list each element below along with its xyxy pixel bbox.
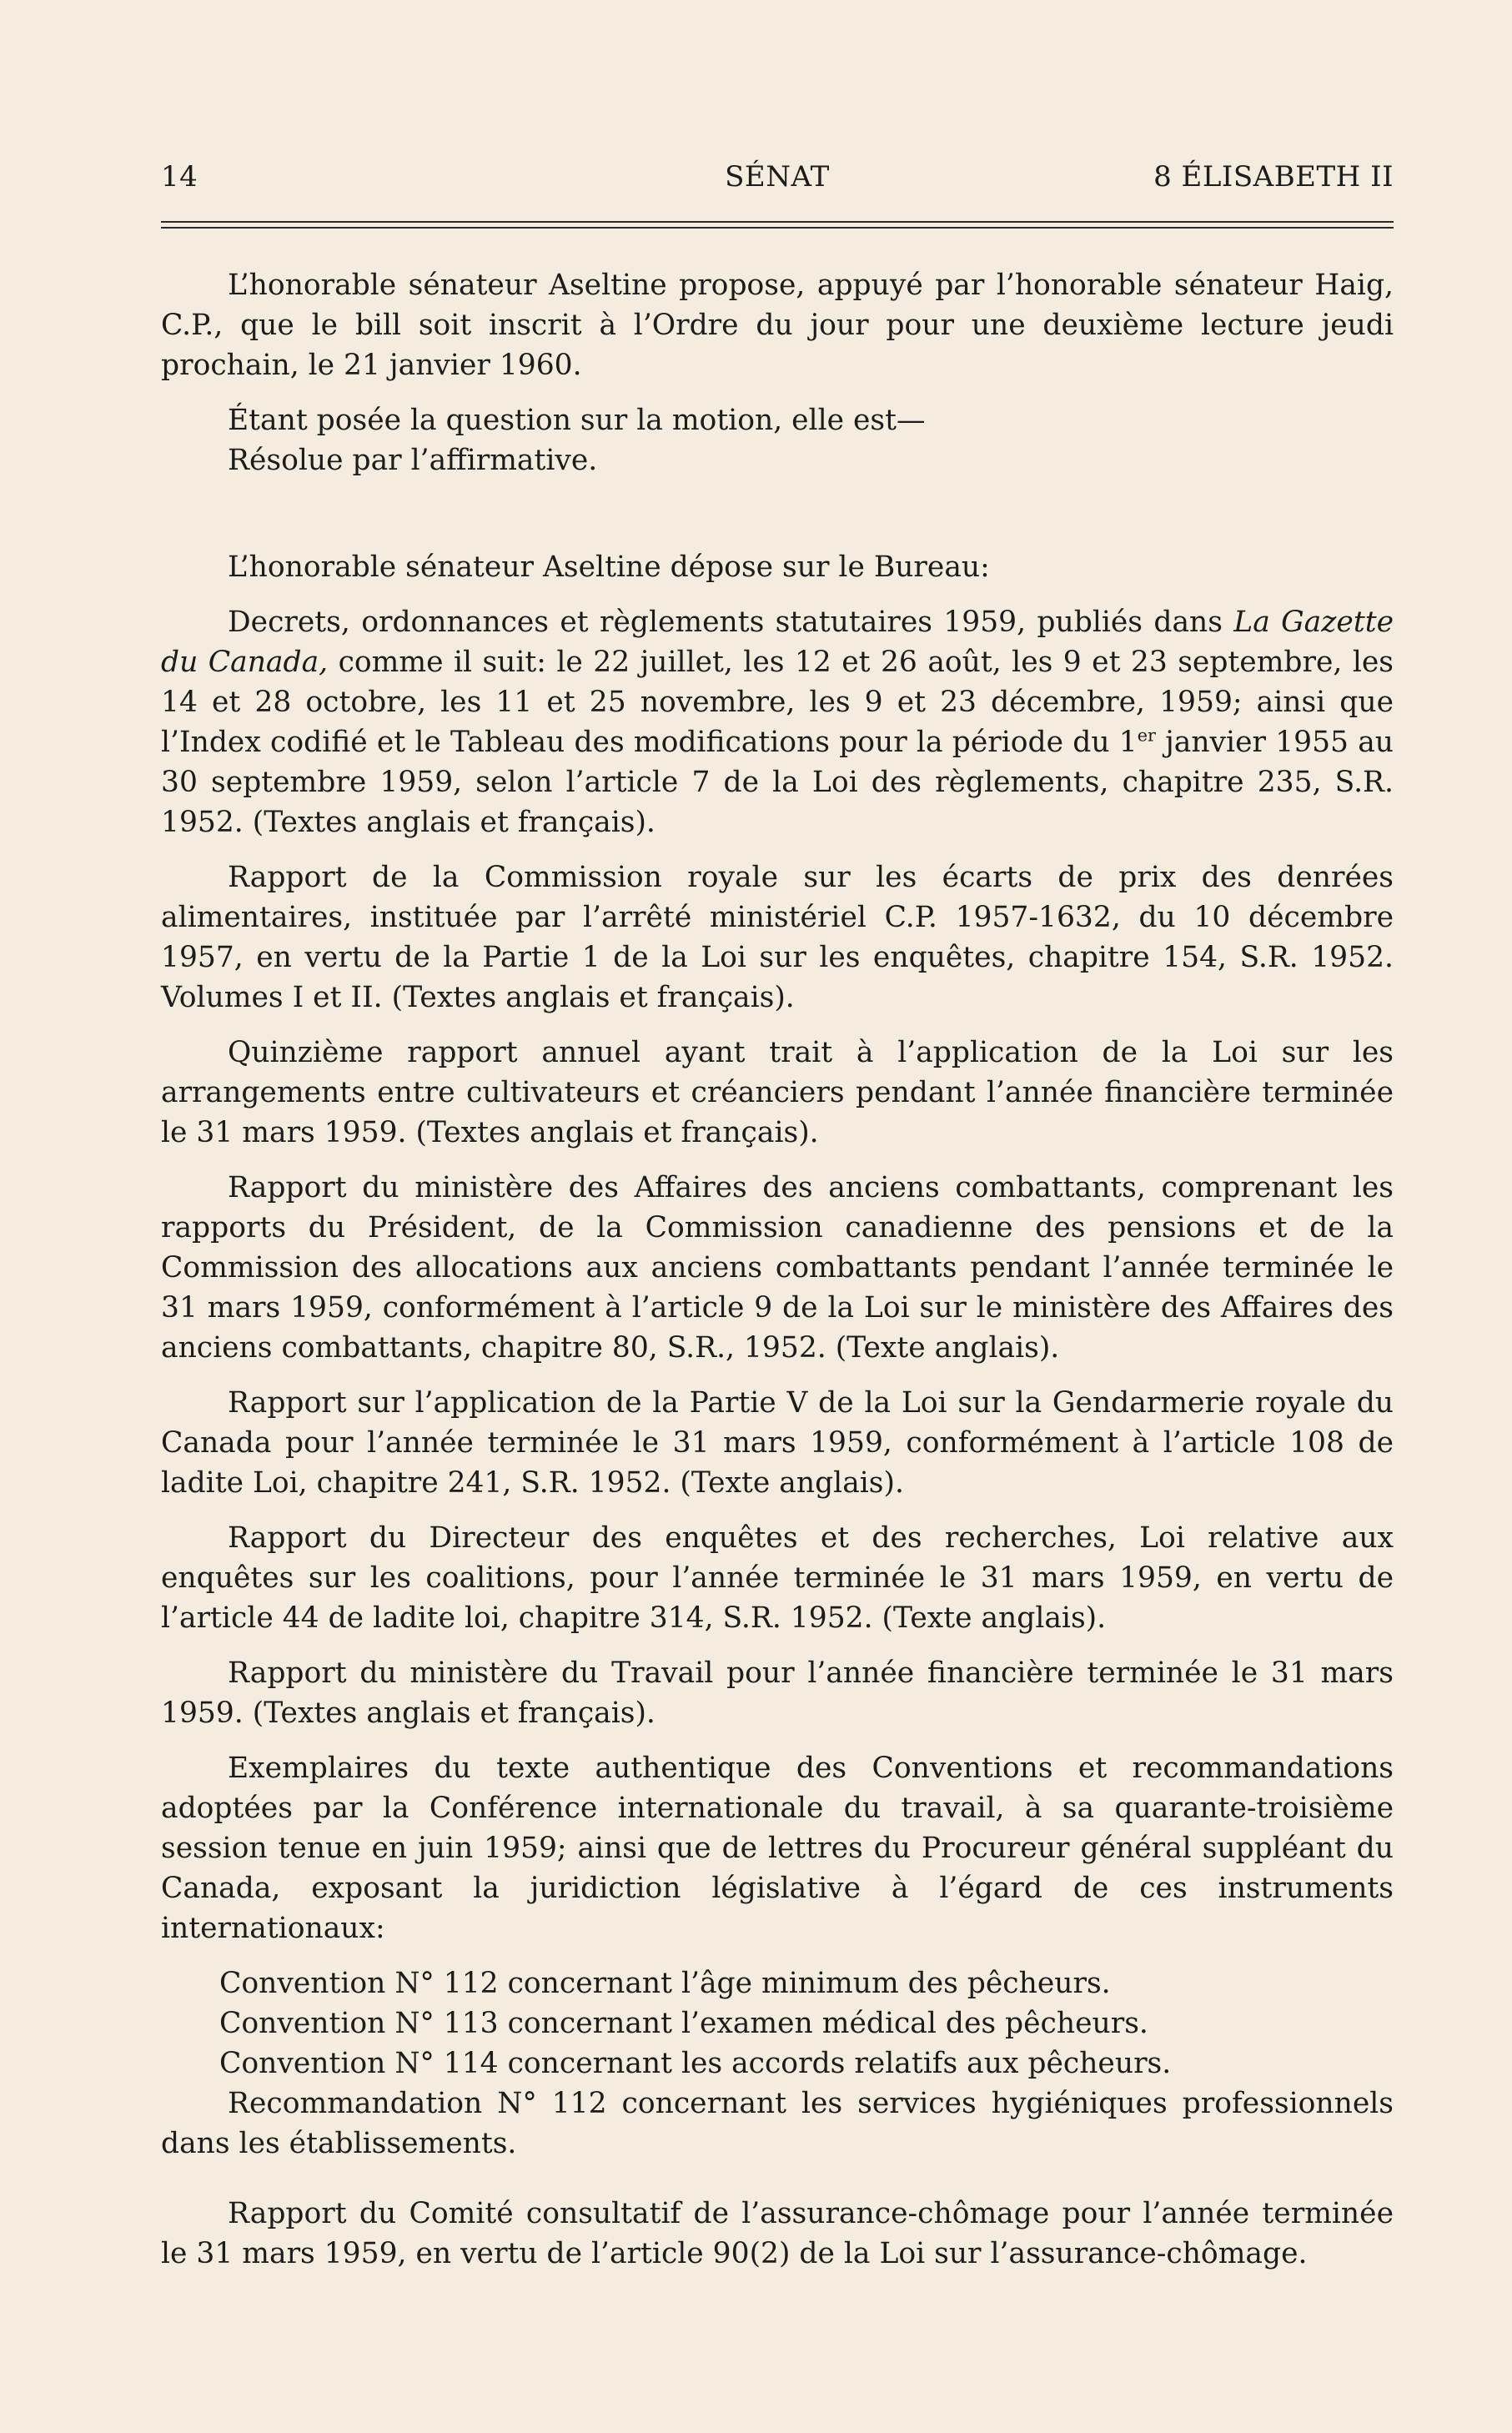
- paragraph-tabling-intro: L’honorable sénateur Aseltine dépose sur le Bureau:: [228, 550, 990, 584]
- decrets-text-b: comme il suit: le 22 juillet, les 12 et 26 août, les 9 et 23 septembre, les 14 et 28 octobre, les 11 et 25 novembre, les 9 et 23 décembre, 1959; ainsi que l’Index codifié et le Tableau des modifications pour la période du 1: [161, 646, 1394, 759]
- header-rule-bottom: [161, 227, 1394, 229]
- paragraph-decrets: [161, 602, 1394, 842]
- paragraph-directeur-enquetes: Rapport du Directeur des enquêtes et des recherches, Loi relative aux enquêtes sur les coalitions, pour l’année terminée le 31 mars 1959, en vertu de l’article 44 de ladite loi, chapitre 314, S.R. 1952. (Texte anglais).: [161, 1521, 1394, 1635]
- page-header: [161, 160, 1394, 202]
- paragraph-quinzieme-rapport: Quinzième rapport annuel ayant trait à l’application de la Loi sur les arrangements entre cultivateurs et créanciers pendant l’année financière terminée le 31 mars 1959. (Textes anglais et français).: [161, 1036, 1394, 1149]
- paragraph-question: Étant posée la question sur la motion, elle est—: [228, 404, 926, 437]
- paragraph-anciens-combattants: Rapport du ministère des Affaires des anciens combattants, comprenant les rapports du Président, de la Commission canadienne des pensions et de la Commission des allocations aux anciens combattants pendant l’année terminée le 31 mars 1959, conformément à l’article 9 de la Loi sur le ministère des Affaires des anciens combattants, chapitre 80, S.R., 1952. (Texte anglais).: [161, 1171, 1394, 1365]
- paragraph-gendarmerie: Rapport sur l’application de la Partie V de la Loi sur la Gendarmerie royale du Canada pour l’année terminée le 31 mars 1959, conformément à l’article 108 de ladite Loi, chapitre 241, S.R. 1952. (Texte anglais).: [161, 1386, 1394, 1500]
- conventions-list: [161, 1963, 1394, 2164]
- page-body: [161, 265, 1394, 2274]
- ordinal-sup: er: [1137, 725, 1156, 746]
- header-rule-top: [161, 221, 1394, 223]
- gazette-title: La Gazette du Canada,: [161, 606, 1394, 679]
- decrets-text-c: janvier 1955 au 30 septembre 1959, selon l’article 7 de la Loi des règlements, chapitre 235, S.R. 1952. (Textes anglais et français).: [161, 726, 1394, 839]
- paragraph-resolved: Résolue par l’affirmative.: [228, 444, 598, 477]
- list-item-recommandation-112: Recommandation N° 112 concernant les services hygiéniques professionnels dans les établissements.: [161, 2087, 1394, 2160]
- paragraph-assurance-chomage: Rapport du Comité consultatif de l’assurance-chômage pour l’année terminée le 31 mars 1959, en vertu de l’article 90(2) de la Loi sur l’assurance-chômage.: [161, 2197, 1394, 2270]
- paragraph-ministere-travail: Rapport du ministère du Travail pour l’année financière terminée le 31 mars 1959. (Textes anglais et français).: [161, 1656, 1394, 1730]
- paragraph-motion: L’honorable sénateur Aseltine propose, appuyé par l’honorable sénateur Haig, C.P., que le bill soit inscrit à l’Ordre du jour pour une deuxième lecture jeudi prochain, le 21 janvier 1960.: [161, 269, 1394, 382]
- list-item-convention-113: Convention N° 113 concernant l’examen médical des pêcheurs.: [219, 2007, 1148, 2040]
- reign-year: 8 ÉLISABETH II: [1153, 160, 1394, 194]
- page-number: 14: [161, 160, 198, 194]
- paragraph-commission-royale: Rapport de la Commission royale sur les écarts de prix des denrées alimentaires, instituée par l’arrêté ministériel C.P. 1957-1632, du 10 décembre 1957, en vertu de la Partie 1 de la Loi sur les enquêtes, chapitre 154, S.R. 1952. Volumes I et II. (Textes anglais et français).: [161, 861, 1394, 1014]
- list-item-convention-114: Convention N° 114 concernant les accords relatifs aux pêcheurs.: [219, 2047, 1172, 2080]
- page-title: SÉNAT: [725, 160, 830, 194]
- decrets-text-a: Decrets, ordonnances et règlements statutaires 1959, publiés dans: [228, 606, 1234, 639]
- paragraph-conventions: Exemplaires du texte authentique des Conventions et recommandations adoptées par la Conférence internationale du travail, à sa quarante-troisième session tenue en juin 1959; ainsi que de lettres du Procureur général suppléant du Canada, exposant la juridiction législative à l’égard de ces instruments internationaux:: [161, 1752, 1394, 1945]
- list-item-convention-112: Convention N° 112 concernant l’âge minimum des pêcheurs.: [219, 1967, 1111, 2000]
